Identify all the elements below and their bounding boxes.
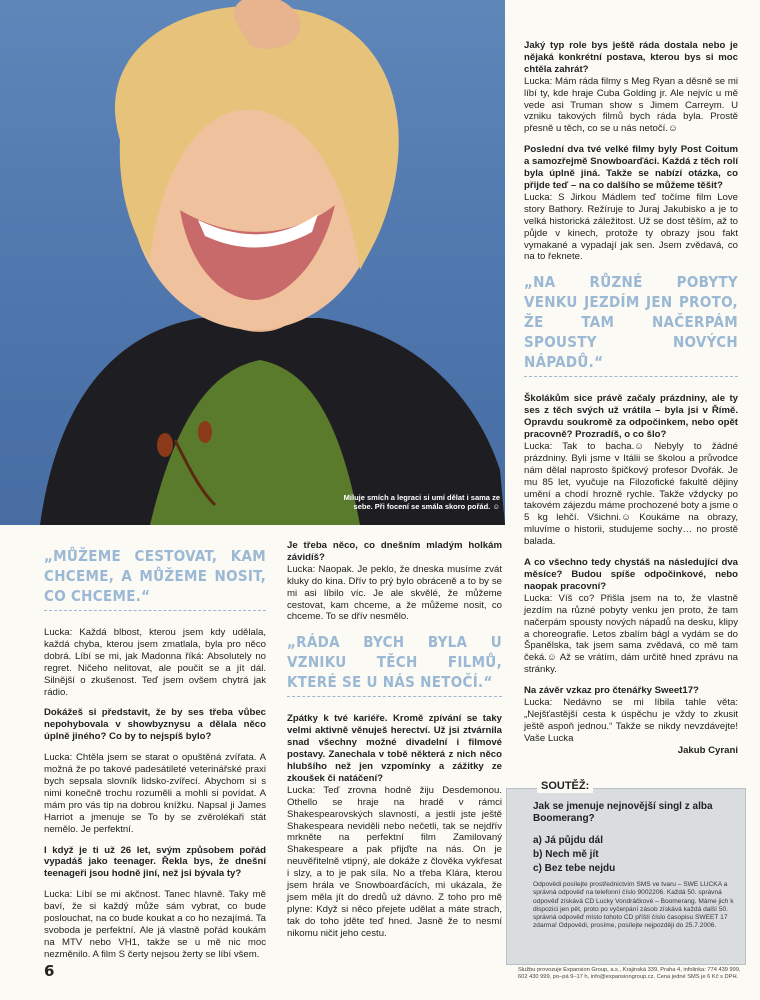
- pull-quote: „MŮŽEME CESTOVAT, KAM CHCEME, A MŮŽEME NOSIT, CO CHCEME.“: [44, 546, 266, 611]
- question: Poslední dva tvé velké filmy byly Post Coitum a samozřejmě Snowboarďáci. Každá z těch rolí byla úplně jiná. Takže se nabízí otázka, co přijde teď – na co dalšího se můžeme těšit?: [524, 144, 738, 191]
- answer-paragraph: Lucka: S Jirkou Mádlem teď točíme film Love story Bathory. Režíruje to Juraj Jakubisko a je to velká historická záležitost. Už se dost těším, až to půjde v kinech, protože ty obrazy jsou fakt vymakané a vypadají jak sen. Jsem zvědavá, co na to řeknete.: [524, 191, 738, 263]
- question: Školákům sice právě začaly prázdniny, ale ty ses z těch svých už vrátila – byla jsi v Římě. Opravdu soukromě za odpočinkem, nebo opět pracovně? Prozradíš, o co šlo?: [524, 393, 738, 441]
- contest-rules: Odpovědi posílejte prostřednictvím SMS ve tvaru – SWE LUCKA a správná odpověď na telefonní číslo 9002206. Každá 50. správná odpověď získává CD Lucky Vondráčkové – Boomerang. Máme jich k dispozici jen pět, proto po vyčerpání zásob získává každá další 50. správná odpověď místo tohoto CD příští číslo časopisu SWEET 17 zdarma! Odpovědi, prosíme, posílejte nejpozději do 25.7.2006.: [533, 881, 734, 930]
- contest-box: [506, 780, 746, 965]
- question: A co všechno tedy chystáš na následující dva měsíce? Budou spíše odpočinkové, nebo naopak pracovní?: [524, 557, 738, 592]
- answer-paragraph: Lucka: Teď zrovna hodně žiju Desdemonou. Othello se hraje na hradě v rámci Shakespearovských slavností, a jestli jste ještě Shakespeara neviděli nebo nečetli, tak se nejdřív mrkněte na perfektní film Zamilovaný Shakespeare a pak přijďte na nás. On je neuvěřitelně vtipný, ale dokáže z člověka vykřesat i slzy, a to je pak síla. No a třeba Klára, kterou jsem hrála ve Snowboarďácích, mi ukázala, že jsem měla jít do dredů už dávno. Z toho pro mě plyne: Když si něco přejete udělat a máte strach, tak do toho jděte teď hned. Jasně že to nesmí nikomu ničit jeho cestu.: [287, 784, 502, 939]
- question: Zpátky k tvé kariéře. Kromě zpívání se taky velmi aktivně věnuješ herectví. Už jsi ztvárnila snad všechny možné divadelní i filmové postavy. Zanechala v tobě některá z nich něco hlubšího než jen vzpomínky a zážitky ze zkoušek či natáčení?: [287, 713, 502, 784]
- contest-question: Jak se jmenuje nejnovější singl z alba Boomerang?: [533, 801, 713, 824]
- middle-column: [287, 540, 502, 949]
- right-column: [524, 40, 738, 757]
- contest-option: a) Já půjdu dál: [533, 835, 604, 846]
- photo-caption: Miluje smích a legraci si umí dělat i sama ze sebe. Při focení se smála skoro pořád. ☺: [343, 493, 500, 511]
- footer-note: Službu provozuje Expansion Group, a.s., Krajinská 339, Praha 4, infolinka: 774 439 999, 602 430 999, po–pá 9–17 h, info@expansiongroup.cz. Cena jedné SMS je 6 Kč s DPH.: [518, 967, 741, 980]
- question: Na závěr vzkaz pro čtenářky Sweet17?: [524, 685, 699, 697]
- question: Jaký typ role bys ještě ráda dostala nebo je nějaká konkrétní postava, kterou bys si moc chtěla zahrát?: [524, 40, 738, 75]
- question: Je třeba něco, co dnešním mladým holkám závidíš?: [287, 540, 502, 563]
- portrait-photo: [0, 0, 505, 525]
- answer-paragraph: Lucka: Tak to bacha.☺ Nebyly to žádné prázdniny. Byli jsme v Itálii se školou a průvodce nám dělal naprosto špičkový profesor Dvořák. Je mu 85 let, vyučuje na Filozofické fakultě dějiny umění a chodí hrozně rychle. Takže vždycky po takovém zájezdu máme prochozené boty a jsme o 5 kg lehčí. Všichni.☺ Koukáme na obrazy, mluvíme o historii, studujeme sochy… no prostě balada.: [524, 440, 738, 548]
- pull-quote: „RÁDA BYCH BYLA U VZNIKU TĚCH FILMŮ, KTERÉ SE U NÁS NETOČÍ.“: [287, 632, 502, 697]
- answer-paragraph: Lucka: Víš co? Přišla jsem na to, že vlastně jezdím na různé pobyty venku jen proto, že tam načerpám spousty nových nápadů na desku, klipy a choreografie. Letos zbalím bágl a vydám se do Španělska, tak jsem sama zvědavá, co mě tam čeká.☺ Až se vrátím, dám určitě hned zprávu na stránky.: [524, 592, 738, 676]
- left-column: [44, 540, 266, 970]
- contest-option: c) Bez tebe nejdu: [533, 863, 616, 874]
- portrait-illustration: [0, 0, 505, 525]
- author-signature: Jakub Cyrani: [677, 744, 738, 756]
- contest-title: SOUTĚŽ:: [537, 781, 593, 793]
- answer-paragraph: Lucka: Chtěla jsem se starat o opuštěná zvířata. A možná že po takové padesátileté veterinářské praxi bych sepsala slovník lidsko-zvířecí. Abychom si s nimi konečně trochu rozuměli a mohli si povídat. A mám pro vás tip na dobrou knížku. Napsal ji James Harriot a jmenuje se To by se zvěrolékaři stát nemělo. Je perfektní.: [44, 752, 266, 835]
- answer-paragraph: Lucka: Líbí se mi akčnost. Tanec hlavně. Taky mě baví, že si každý může sám vybrat, co bude poslouchat, na co bude koukat a co ho nezajímá. Ta svoboda je perfektní. Ale já vlastně pořád koukám na MTV nebo VH1, takže se u mě nic moc nezměnilo. A film S čerty nejsou žerty se líbí všem.: [44, 889, 266, 960]
- answer-paragraph: Lucka: Nedávno se mi líbila tahle věta: „Nejšťastější cesta k úspěchu je vždy to zkusit ještě aspoň jednou.“ Takže se nikdy nevzdávejte! Vaše Lucka: [524, 697, 738, 744]
- question: Dokážeš si představit, že by ses třeba vůbec nepohybovala v showbyznysu a dělala něco úplně jiného? Co by to nejspíš bylo?: [44, 707, 266, 743]
- contest-option: b) Nech mě jít: [533, 849, 599, 860]
- answer-paragraph: Lucka: Mám ráda filmy s Meg Ryan a děsně se mi líbí ty, kde hraje Cuba Golding jr. Ale nejvíc u mě vede asi Truman show s Jimem Carreym. U vzniku takových filmů bych ráda byla. Prostě přesně u těch, co se u nás netočí.☺: [524, 75, 738, 135]
- answer-paragraph: Lucka: Každá blbost, kterou jsem kdy udělala, každá chyba, kterou jsem zmatlala, byla pro něco dobrá. Líbí se mi, jak Madonna říká: Absolutely no regret. Ničeho nelitovat, ale poučit se a jít dál. Silnější o zkušenost. Teď jsem ovšem chytrá jak rádio.: [44, 627, 266, 698]
- pull-quote: „NA RŮZNÉ POBYTY VENKU JEZDÍM JEN PROTO, ŽE TAM NAČERPÁM SPOUSTY NOVÝCH NÁPADŮ.“: [524, 272, 738, 377]
- question: I když je ti už 26 let, svým způsobem pořád vypadáš jako teenager. Řekla bys, že dnešní teenageři jsou hodně jiní, než jsi bývala ty?: [44, 844, 266, 880]
- page-number: 6: [44, 962, 55, 980]
- answer-paragraph: Lucka: Naopak. Je peklo, že dneska musíme zvát kluky do kina. Dřív to prý bylo obráceně a to by se mi asi líbilo víc. Je ale skvělé, že můžeme cestovat, kam chceme, a že můžeme nosit, co chceme. To se dřív nesmělo.: [287, 563, 502, 623]
